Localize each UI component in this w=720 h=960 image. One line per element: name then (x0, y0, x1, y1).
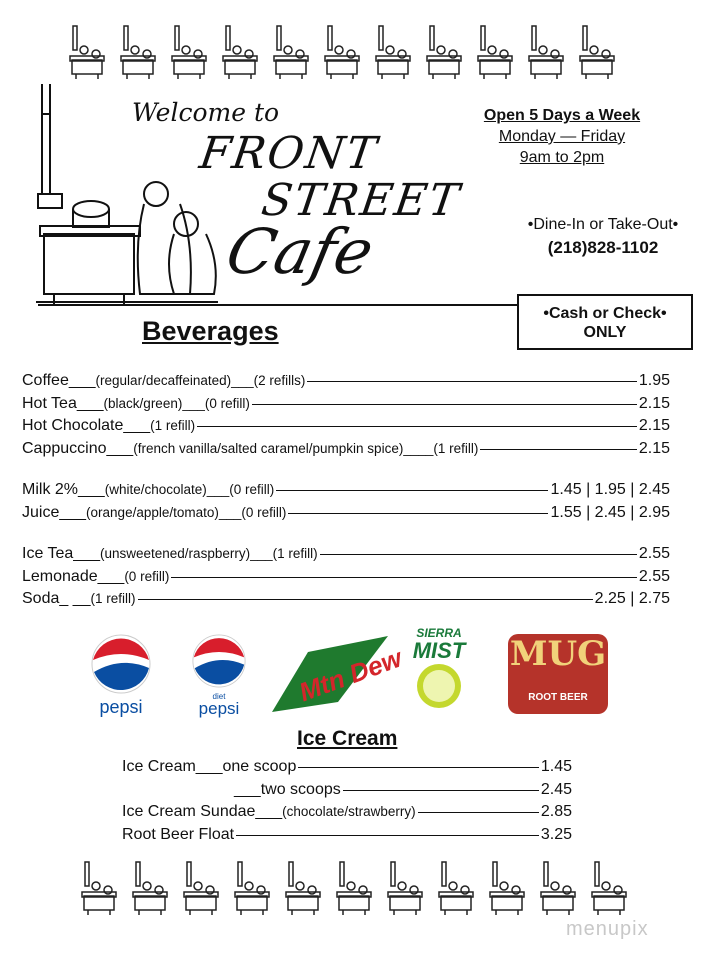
item-detail: (french vanilla/salted caramel/pumpkin spice)____(1 refill) (133, 440, 479, 456)
menu-item (22, 568, 670, 591)
stove-icon (227, 860, 278, 916)
leader-line (138, 599, 593, 600)
item-name: Soda_ __ (22, 590, 91, 607)
ice-cream-heading: Ice Cream (297, 727, 398, 750)
item-name: Coffee___ (22, 372, 96, 389)
menu-item (22, 590, 670, 613)
dine-in-text: •Dine-In or Take-Out• (527, 216, 679, 233)
cafe-name-front: FRONT (196, 128, 382, 179)
menu-item (22, 395, 670, 418)
hours-block (462, 105, 662, 168)
item-price: 1.45 (540, 758, 572, 775)
svg-text:Mtn Dew: Mtn Dew (295, 642, 406, 708)
stove-icon (125, 860, 176, 916)
item-price: 2.85 (540, 803, 572, 820)
menu-item (22, 372, 670, 395)
soda-logos (88, 626, 628, 718)
item-price: 2.15 (638, 417, 670, 434)
stove-icon (113, 24, 164, 80)
item-detail: (0 refill) (124, 568, 170, 584)
stove-icon (431, 860, 482, 916)
leader-line (197, 426, 637, 427)
item-name: Juice___ (22, 503, 87, 521)
leader-line (307, 381, 636, 382)
cafe-name-street: STREET (258, 175, 464, 226)
leader-line (236, 835, 539, 836)
ice-cream-list (122, 758, 572, 848)
item-name: Ice Tea___ (22, 545, 100, 562)
stove-border-bottom (74, 860, 635, 916)
leader-line (252, 404, 637, 405)
item-detail: one scoop (222, 758, 297, 775)
stove-icon (317, 24, 368, 80)
menu-item (122, 826, 572, 849)
phone-number: (218)828-1102 (547, 238, 659, 257)
payment-box (517, 294, 693, 350)
leader-line (480, 449, 637, 450)
stove-icon (368, 24, 419, 80)
item-name: Cappuccino___ (22, 439, 134, 457)
item-price: 2.15 (638, 439, 670, 457)
diet-pepsi-logo: diet pepsi (188, 634, 250, 717)
stove-icon (572, 24, 623, 80)
stove-icon (329, 860, 380, 916)
pepsi-logo: pepsi (88, 634, 154, 718)
sierra-mist-logo: SIERRA MIST (402, 626, 476, 715)
menu-item (122, 758, 572, 781)
item-price: 2.45 (540, 780, 572, 798)
item-price: 2.15 (638, 394, 670, 412)
stove-icon (419, 24, 470, 80)
leader-line (298, 767, 539, 768)
stove-icon (482, 860, 533, 916)
item-detail: (orange/apple/tomato)___(0 refill) (86, 504, 287, 520)
leader-line (343, 790, 539, 791)
item-detail: (1 refill) (150, 418, 196, 433)
item-name: Ice Cream___ (122, 758, 223, 775)
item-price: 1.45 | 1.95 | 2.45 (550, 481, 670, 498)
mtn-dew-logo (268, 632, 406, 716)
stove-icon (215, 24, 266, 80)
item-price: 2.25 | 2.75 (594, 590, 670, 607)
menu-item (22, 481, 670, 504)
item-price: 2.55 (638, 567, 670, 585)
mug-root-beer-logo: MUG ROOT BEER (508, 634, 608, 714)
menu-item (122, 803, 572, 826)
only-line: ONLY (583, 324, 627, 341)
stove-icon (380, 860, 431, 916)
stove-icon (266, 24, 317, 80)
beverages-heading: Beverages (142, 316, 279, 346)
item-detail: (black/green)___(0 refill) (103, 395, 250, 411)
beverages-list (22, 372, 670, 613)
menu-item (22, 417, 670, 440)
stove-icon (533, 860, 584, 916)
item-name: Root Beer Float (122, 825, 235, 843)
item-price: 1.95 (638, 372, 670, 389)
stove-icon (278, 860, 329, 916)
cafe-name-cafe: Cafe (220, 215, 380, 288)
menu-item (122, 781, 572, 804)
menupix-watermark: menupix (566, 918, 649, 940)
item-name: Ice Cream Sundae___ (122, 803, 283, 820)
stove-icon (74, 860, 125, 916)
item-name: Hot Chocolate___ (22, 417, 151, 434)
item-price: 3.25 (540, 825, 572, 843)
leader-line (276, 490, 548, 491)
divider (38, 304, 518, 306)
stove-border-top (62, 24, 623, 80)
open-days: Open 5 Days a Week (483, 107, 641, 124)
item-detail: ___two scoops (234, 780, 341, 798)
item-detail: (white/chocolate)___(0 refill) (104, 482, 275, 497)
leader-line (418, 812, 539, 813)
cash-line: •Cash or Check• (543, 305, 667, 322)
stove-icon (521, 24, 572, 80)
item-name: Hot Tea___ (22, 394, 104, 412)
item-price: 2.55 (638, 545, 670, 562)
item-detail: (regular/decaffeinated)___(2 refills) (95, 373, 306, 388)
item-detail: (1 refill) (90, 591, 136, 606)
item-name: Milk 2%___ (22, 481, 105, 498)
welcome-text: Welcome to (132, 98, 280, 127)
stove-icon (470, 24, 521, 80)
item-detail: (chocolate/strawberry) (282, 804, 416, 819)
menu-item (22, 440, 670, 463)
days: Monday — Friday (498, 128, 626, 145)
item-price: 1.55 | 2.45 | 2.95 (550, 503, 670, 521)
leader-line (320, 554, 637, 555)
stove-icon (62, 24, 113, 80)
stove-icon (164, 24, 215, 80)
item-name: Lemonade___ (22, 567, 125, 585)
stove-icon (176, 860, 227, 916)
leader-line (288, 513, 548, 514)
item-detail: (unsweetened/raspberry)___(1 refill) (100, 546, 318, 561)
menu-item (22, 504, 670, 527)
stove-icon (584, 860, 635, 916)
menu-item (22, 545, 670, 568)
hours: 9am to 2pm (519, 149, 605, 166)
leader-line (171, 577, 637, 578)
